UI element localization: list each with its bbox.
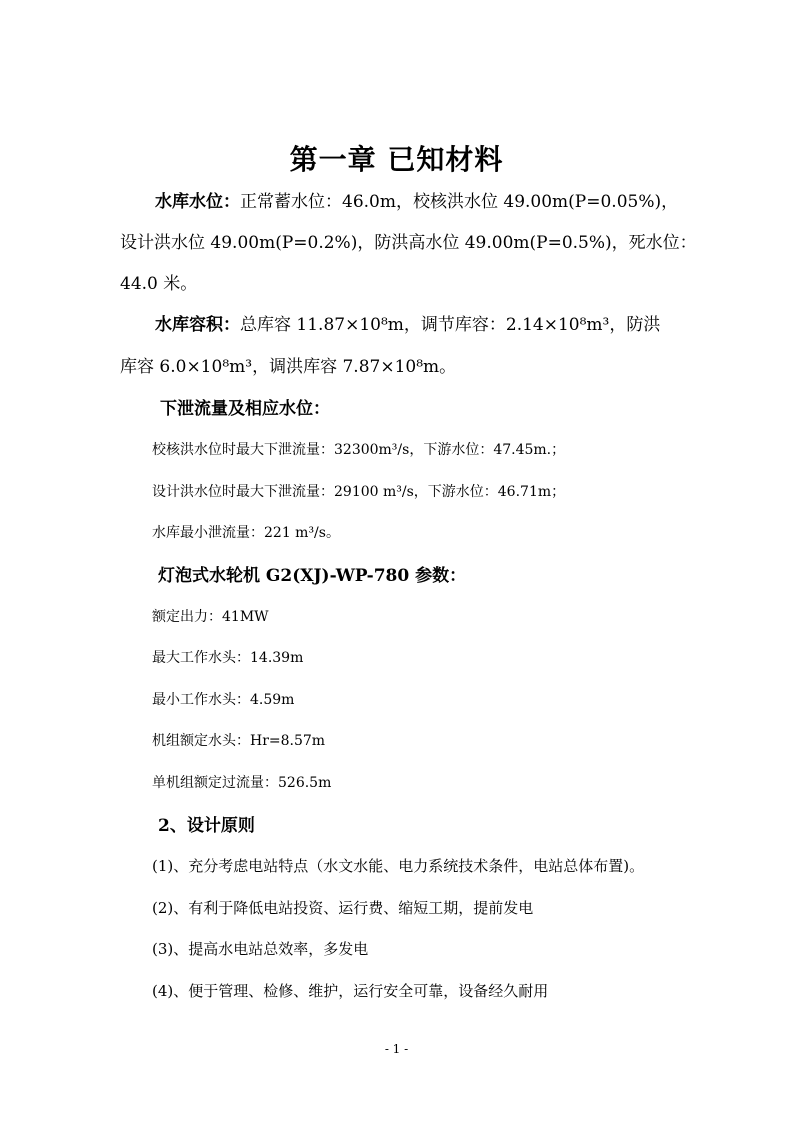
turbine-param: 额定出力：41MW: [152, 609, 269, 625]
discharge-item: 设计洪水位时最大下泄流量：29100 m³/s，下游水位：46.71m；: [152, 484, 566, 500]
principle-item: (4)、便于管理、检修、维护，运行安全可靠，设备经久耐用: [152, 982, 549, 1000]
chapter-title: 第一章 已知材料: [289, 143, 504, 176]
principle-item: (3)、提高水电站总效率，多发电: [152, 940, 369, 958]
discharge-heading: 下泄流量及相应水位：: [160, 399, 330, 419]
turbine-heading: 灯泡式水轮机 G2(XJ)-WP-780 参数：: [158, 566, 467, 586]
discharge-item: 水库最小泄流量：221 m³/s。: [152, 525, 340, 541]
reservoir-capacity-line-1: 水库容积：总库容 11.87×10⁸m，调节库容：2.14×10⁸m³，防洪: [155, 315, 661, 335]
principle-item: (1)、充分考虑电站特点（水文水能、电力系统技术条件，电站总体布置)。: [152, 857, 645, 875]
reservoir-levels-line-2: 设计洪水位 49.00m(P=0.2%)，防洪高水位 49.00m(P=0.5%)，死水位：: [120, 233, 697, 253]
turbine-param: 最大工作水头：14.39m: [152, 650, 304, 666]
reservoir-levels-line-3: 44.0 米。: [120, 274, 198, 294]
turbine-param: 单机组额定过流量：526.5m: [152, 775, 332, 791]
reservoir-capacity-label: 水库容积：: [155, 315, 240, 335]
reservoir-levels-line-1: 水库水位：正常蓄水位：46.0m，校核洪水位 49.00m(P=0.05%)，: [155, 192, 679, 212]
discharge-item: 校核洪水位时最大下泄流量：32300m³/s，下游水位：47.45m.；: [152, 442, 566, 458]
turbine-param: 机组额定水头：Hr=8.57m: [152, 733, 326, 749]
principles-heading: 2、设计原则: [158, 816, 255, 836]
reservoir-capacity-line-2: 库容 6.0×10⁸m³，调洪库容 7.87×10⁸m。: [120, 357, 457, 377]
turbine-param: 最小工作水头：4.59m: [152, 692, 295, 708]
principle-item: (2)、有利于降低电站投资、运行费、缩短工期，提前发电: [152, 899, 534, 917]
page-number: - 1 -: [384, 1042, 409, 1056]
reservoir-levels-label: 水库水位：: [155, 192, 240, 212]
